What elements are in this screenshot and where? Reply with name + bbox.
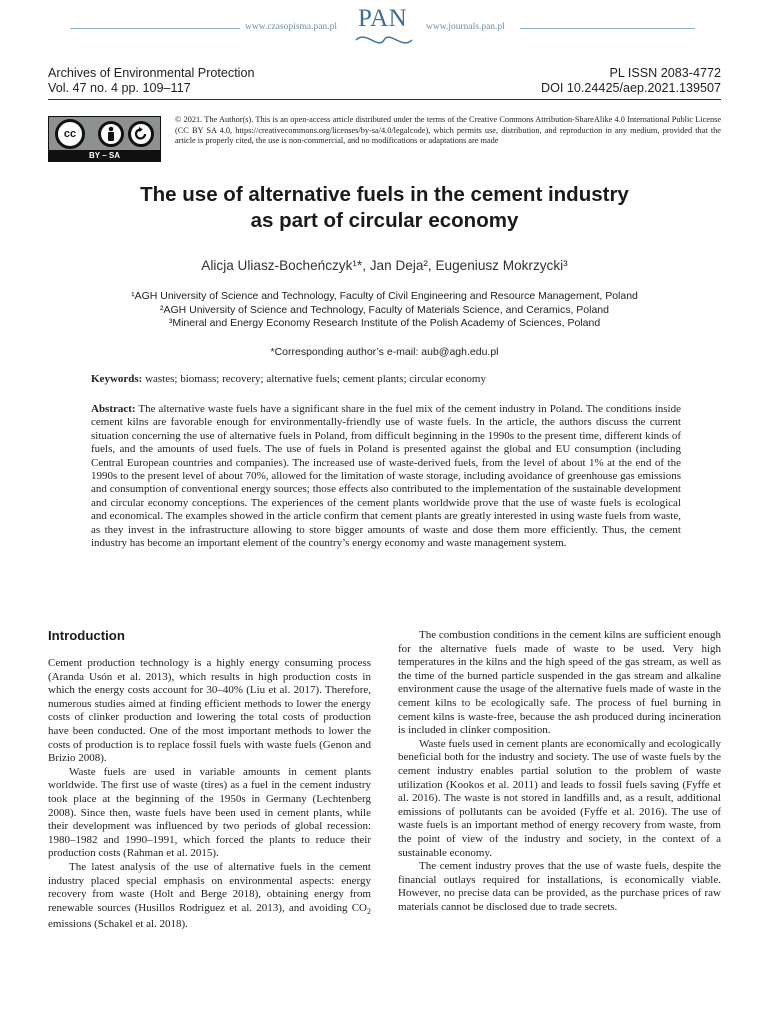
- paragraph: Cement production technology is a highly energy consuming process (Aranda Usón et al. 2013), which results in high production costs in which the energy costs account for 30–40% (Liu et al. 2017). Therefore, numerous studies aimed at finding efficient methods to lower the energy costs of clinker production and lowering the total costs of production have been conducted. One of the most important methods to lower the costs of production is to replace fossil fuels with waste fuels (Genon and Brizio 2008).: [48, 657, 371, 765]
- paragraph: Waste fuels are used in variable amounts in cement plants worldwide. The first use of waste (tires) as a fuel in the cement industry took place at the beginning of the 1950s in Germany (Lechtenberg 2008). Since then, waste fuels have been used in cement plants, while their development was influenced by two periods of global recession: 1980–1982 and 1990–1991, which forced the plants to reduce their production costs (Rahman et al. 2015).: [48, 765, 371, 860]
- banner-line-right: [520, 28, 695, 29]
- issn: PL ISSN 2083-4772: [609, 66, 721, 80]
- affiliation-1: ¹AGH University of Science and Technology, Faculty of Civil Engineering and Resource Management, Poland: [131, 290, 638, 302]
- title-line-1: The use of alternative fuels in the cement industry: [140, 183, 629, 206]
- paragraph-text-end: emissions (Schakel et al. 2018).: [48, 918, 188, 931]
- title-line-2: as part of circular economy: [250, 209, 519, 232]
- left-column: [48, 657, 371, 932]
- banner-line-left: [70, 28, 240, 29]
- subscript: 2: [367, 906, 371, 916]
- license-text: © 2021. The Author(s). This is an open-access article distributed under the terms of the Creative Commons Attribution-ShareAlike 4.0 International Public License (CC BY SA 4.0, https://creativecommons.org/licenses/by-sa/4.0/legalcode), which permits use, distribution, and reproduction in any medium, provided that the article is properly cited, the use is non-commercial, and no modifications or adaptations are made: [175, 115, 721, 145]
- keywords-label: Keywords:: [91, 373, 143, 385]
- journal-name: Archives of Environmental Protection: [48, 66, 255, 80]
- keywords: [91, 373, 681, 385]
- right-column: [398, 629, 721, 914]
- keywords-text: wastes; biomass; recovery; alternative fuels; cement plants; circular economy: [145, 373, 486, 385]
- section-heading-introduction: Introduction: [48, 628, 125, 643]
- corresponding-author: *Corresponding author’s e-mail: aub@agh.edu.pl: [270, 346, 499, 358]
- attribution-icon: [98, 121, 124, 147]
- abstract-label: Abstract:: [91, 403, 136, 415]
- authors: Alicja Uliasz-Bocheńczyk¹*, Jan Deja², Eugeniusz Mokrzycki³: [201, 258, 568, 273]
- pan-logo: PAN: [358, 5, 408, 32]
- banner-url-right[interactable]: www.journals.pan.pl: [426, 22, 505, 32]
- affiliation-2: ²AGH University of Science and Technology, Faculty of Materials Science, and Ceramics, Poland: [160, 303, 609, 316]
- volume-info: Vol. 47 no. 4 pp. 109–117: [48, 81, 191, 95]
- article-title: [48, 182, 721, 234]
- paragraph-text: The latest analysis of the use of alternative fuels in the cement industry placed special emphasis on environmental aspects: energy recovery from waste (Holt and Berge 2018), obtaining energy from renewable sources (Husillos Rodriguez et al. 2013), and avoiding CO: [48, 860, 371, 914]
- abstract: [91, 403, 681, 550]
- share-alike-icon: [128, 121, 154, 147]
- cc-icon: cc: [55, 119, 85, 149]
- doi[interactable]: DOI 10.24425/aep.2021.139507: [541, 81, 721, 95]
- affiliation-3: ³Mineral and Energy Economy Research Institute of the Polish Academy of Sciences, Poland: [168, 317, 601, 330]
- paragraph: The cement industry proves that the use of waste fuels, despite the financial outlays required for installations, is economically viable. However, no precise data can be provided, as the purchase prices of raw materials cannot be disclosed due to trade secrets.: [398, 860, 721, 913]
- pan-logo-swirl-icon: [352, 32, 416, 48]
- paragraph: [48, 861, 371, 932]
- abstract-text: The alternative waste fuels have a significant share in the fuel mix of the cement industry in Poland. The conditions inside cement kilns are favorable enough for environmentally-friendly use of waste fuels. In the article, the authors discuss the current situation concerning the use of alternative fuels in Poland, from difficult beginning in the 1990s to the present time, different kinds of fuels, and the amounts of used fuels. The use of fuels in Poland is presented against the global and EU consumption (including Central European countries and companies). The increased use of waste-derived fuels, from the level of about 1% at the end of the 1990s to the present level of about 70%, allowed for the limitation of waste storage, including avoidance of greenhouse gas emissions and consumption of conventional energy sources; those effects also contributed to the implementation of the sustainable development and circular economy conceptions. The experiences of the cement plants worldwide prove that the use of waste fuels is ecological and economical. The examples showed in the article confirm that cement plants are greatly interested in using waste fuels from waste, as they invest in the infrastructure allowing to store bigger amounts of waste and dose them more efficiently. Thus, the cement industry has become an important element of the country’s energy economy and waste management system.: [91, 403, 681, 550]
- paragraph: Waste fuels used in cement plants are economically and ecologically beneficial both for the industry and society. The use of waste fuels by the cement industry enables partial solution to the problem of waste utilization (Kookos et al. 2011) and leads to fossil fuels saving (Fyffe et al. 2016). The waste is not stored in landfills and, as a result, additional emissions of pollutants can be avoided (Fyffe et al. 2016). The use of waste fuels is an important method of energy recovery from waste, from the point of view of the industry and society, in the context of a sustainable economy.: [398, 737, 721, 859]
- banner-url-left[interactable]: www.czasopisma.pan.pl: [245, 22, 337, 32]
- header-divider: [48, 99, 721, 100]
- paragraph: The combustion conditions in the cement kilns are sufficient enough for the alternative fuels made of waste to be used. Very high temperatures in the kilns and the high speed of the gas stream, as well as the time of the burned particle suspended in the gas stream and alkaline environment cause the usage of the alternative fuels made of waste in the cement kilns to be ecologically safe. The process of fuel burning in cement kilns is waste-free, because the ash produced during incineration is included in clinker composition.: [398, 629, 721, 737]
- affiliations: [48, 290, 721, 331]
- cc-badge-label: BY – SA: [49, 150, 160, 161]
- cc-license-badge[interactable]: [48, 116, 161, 162]
